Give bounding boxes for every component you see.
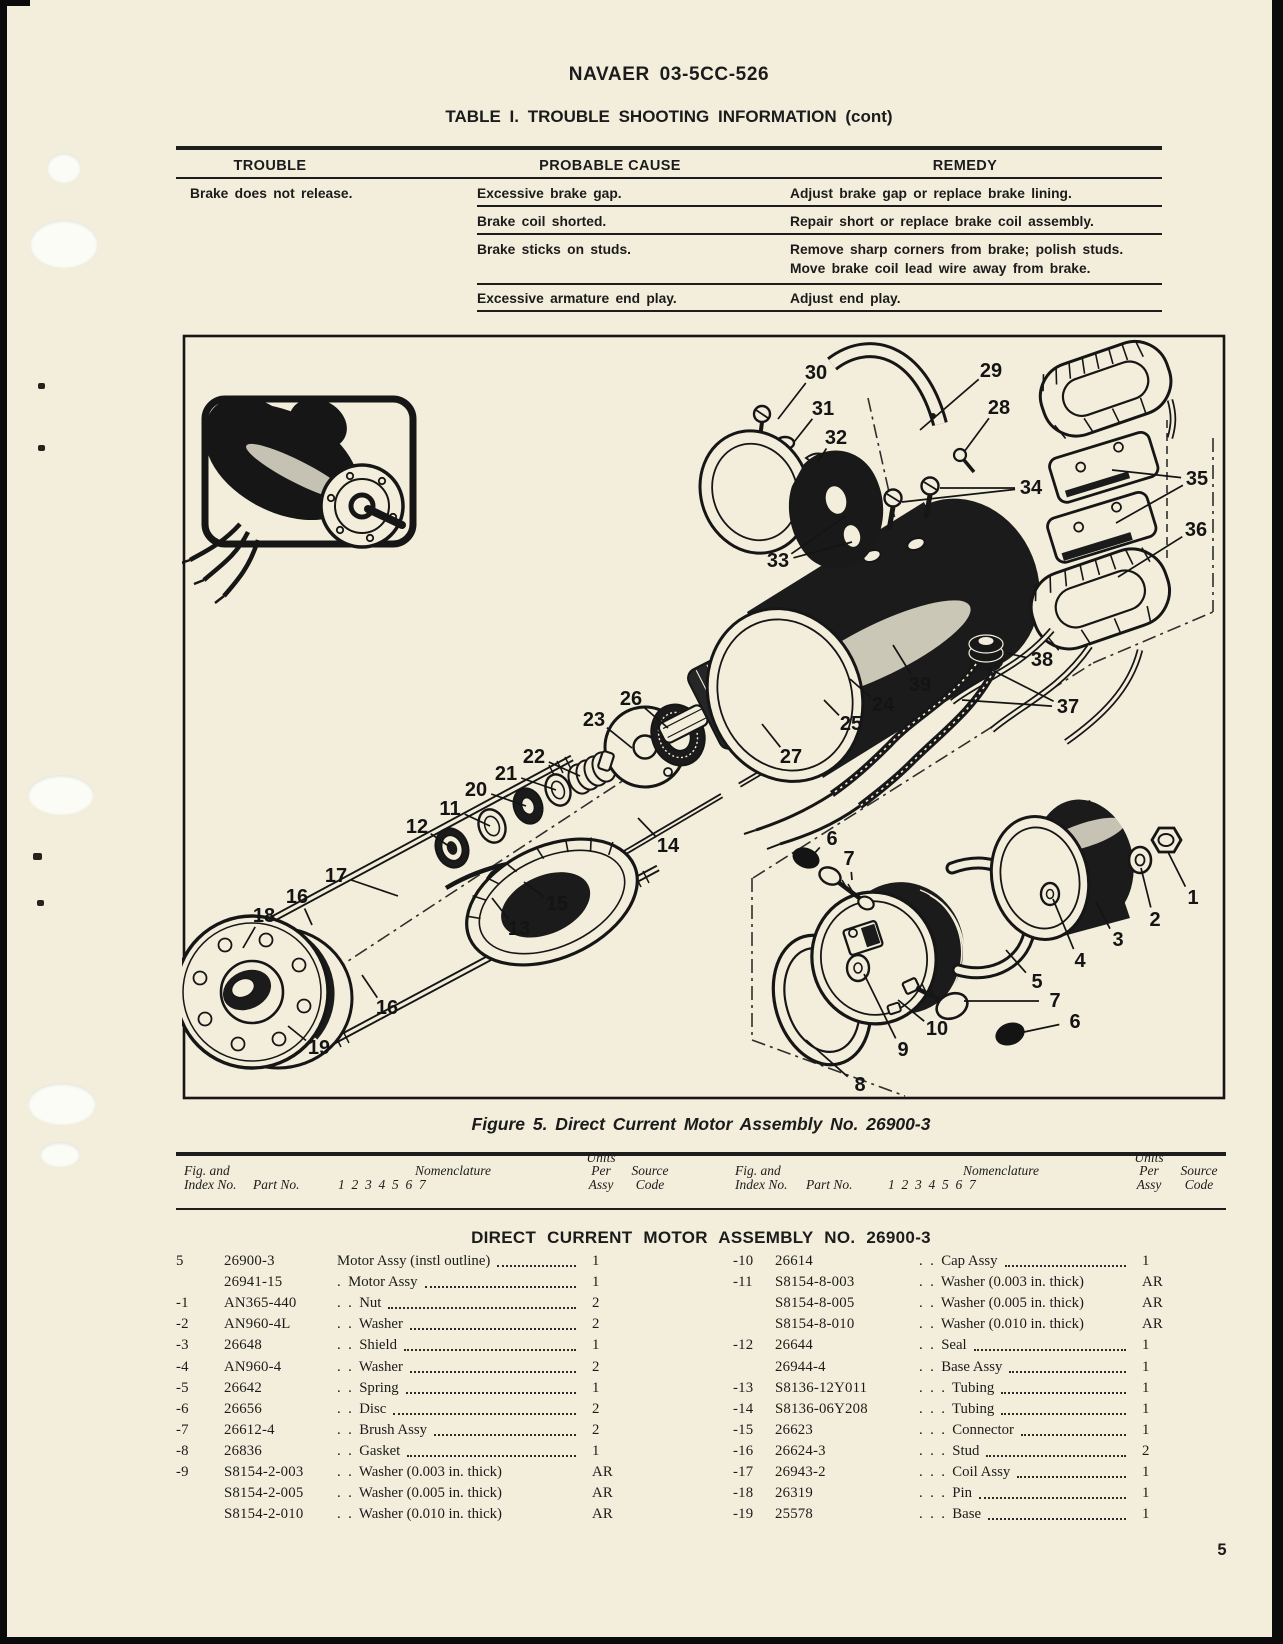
leader-dots <box>986 1454 1126 1457</box>
part-nomenclature-row <box>337 1506 580 1523</box>
part-number: 26642 <box>224 1379 262 1396</box>
part-nomenclature-row <box>919 1253 1130 1270</box>
part-number: S8154-2-003 <box>224 1464 304 1480</box>
callout-label-24: 24 <box>871 694 895 716</box>
part-nomenclature-row <box>919 1506 1130 1523</box>
callout-label-18: 18 <box>252 905 276 927</box>
leader-dots <box>410 1327 576 1330</box>
callout-label-28: 28 <box>987 397 1011 419</box>
trouble-text: Brake does not release. <box>190 186 353 201</box>
callout-label-5: 5 <box>1031 971 1043 993</box>
leader-dots <box>497 1264 576 1267</box>
callout-leader-line <box>638 818 656 837</box>
leader-dots <box>1017 1475 1126 1478</box>
part-qty: 2 <box>592 1421 600 1438</box>
part-nomenclature-row <box>919 1274 1130 1291</box>
punch-hole <box>28 1083 96 1125</box>
part-qty: 1 <box>1142 1506 1150 1523</box>
callout-label-1: 1 <box>1187 887 1199 909</box>
part-qty: 1 <box>1142 1337 1150 1354</box>
callout-leader-line <box>806 1040 848 1077</box>
punch-hole <box>28 775 94 815</box>
callout-label-7: 7 <box>1049 990 1061 1012</box>
parts-table-top-rule <box>176 1152 1226 1156</box>
callout-label-2: 2 <box>1149 909 1161 931</box>
parts-header-source-right: Source <box>1180 1163 1218 1178</box>
part-nomenclature-row <box>919 1337 1130 1354</box>
page-number: 5 <box>1217 1541 1227 1559</box>
leader-dots <box>1001 1391 1126 1394</box>
part-nomenclature-row <box>919 1380 1130 1397</box>
callout-label-31: 31 <box>811 398 835 420</box>
trouble-cause: Excessive armature end play. <box>477 291 677 306</box>
part-qty: 1 <box>1142 1464 1150 1480</box>
part-number: S8154-8-010 <box>775 1316 855 1333</box>
part-qty: 1 <box>592 1337 600 1354</box>
pole-shoes-35 <box>1045 430 1160 564</box>
callout-label-14: 14 <box>656 835 680 857</box>
part-qty: AR <box>592 1485 613 1502</box>
part-qty: 1 <box>1142 1421 1150 1438</box>
part-index: -8 <box>176 1442 189 1459</box>
leader-dots <box>407 1454 576 1457</box>
parts-header-assy-left: Assy <box>588 1177 614 1192</box>
part-nomenclature: . . . Connector <box>919 1421 1014 1438</box>
ink-speck <box>38 445 45 451</box>
part-index: -6 <box>176 1400 189 1417</box>
part-nomenclature: . . Disc <box>337 1400 387 1417</box>
disc-6 <box>789 843 822 872</box>
part-nomenclature: . . Nut <box>337 1295 382 1312</box>
leader-dots <box>404 1348 576 1351</box>
callout-label-39: 39 <box>908 674 932 696</box>
part-qty: 1 <box>1142 1485 1150 1502</box>
parts-header-assy-right: Assy <box>1136 1177 1162 1192</box>
callout-label-11: 11 <box>439 798 461 820</box>
callout-leader-line <box>305 909 312 926</box>
leader-dots <box>1009 1370 1126 1373</box>
part-number: S8154-2-010 <box>224 1506 304 1523</box>
callout-leader-line <box>362 975 377 998</box>
part-nomenclature: . . Washer (0.005 in. thick) <box>337 1485 502 1502</box>
parts-header-code-right: Code <box>1184 1177 1214 1192</box>
callout-leader-line <box>778 383 806 419</box>
col-header-cause: PROBABLE CAUSE <box>539 158 681 174</box>
brush-hardware-lower <box>902 978 1028 1050</box>
part-nomenclature-row <box>337 1401 580 1418</box>
leader-dots <box>388 1306 576 1309</box>
part-index: 5 <box>176 1253 184 1269</box>
part-nomenclature: . . Washer <box>337 1358 403 1375</box>
callout-label-16: 16 <box>375 997 399 1019</box>
part-number: S8136-12Y011 <box>775 1379 868 1396</box>
document-number: NAVAER 03-5CC-526 <box>568 64 770 85</box>
leader-dots <box>406 1391 576 1394</box>
parts-header-levels-left: 1 2 3 4 5 6 7 <box>338 1177 426 1192</box>
part-number: 25578 <box>775 1506 813 1523</box>
shaft-break <box>722 786 740 796</box>
callout-label-33: 33 <box>766 550 790 572</box>
part-number: 26836 <box>224 1442 262 1459</box>
part-nomenclature-row <box>919 1295 1130 1312</box>
part-nomenclature-row <box>337 1274 580 1291</box>
callout-label-38: 38 <box>1030 649 1054 671</box>
part-nomenclature-row <box>337 1380 580 1397</box>
part-index: -12 <box>733 1337 754 1354</box>
parts-header-per-right: Per <box>1139 1163 1159 1178</box>
part-nomenclature: . . Base Assy <box>919 1358 1003 1375</box>
part-nomenclature: . . . Coil Assy <box>919 1464 1011 1480</box>
col-header-trouble: TROUBLE <box>233 158 307 174</box>
washer-4 <box>1041 883 1059 905</box>
part-nomenclature: . . Cap Assy <box>919 1253 998 1269</box>
callout-label-30: 30 <box>804 362 828 384</box>
part-nomenclature-row <box>919 1464 1130 1481</box>
part-qty: 2 <box>592 1358 600 1375</box>
part-index: -19 <box>733 1506 754 1523</box>
part-qty: 2 <box>592 1295 600 1312</box>
part-index: -15 <box>733 1421 754 1438</box>
part-nomenclature: . . . Base <box>919 1506 982 1523</box>
part-nomenclature: . . Washer (0.010 in. thick) <box>919 1316 1084 1333</box>
leader-dots <box>1021 1433 1126 1436</box>
trouble-row-separator <box>477 283 1162 285</box>
parts-header-fig-right: Fig. and <box>735 1163 781 1178</box>
ink-speck <box>37 900 44 906</box>
parts-header-partno-left: Part No. <box>253 1177 300 1192</box>
callout-label-23: 23 <box>582 709 606 731</box>
punch-hole <box>30 220 98 268</box>
washer-2 <box>1129 847 1151 873</box>
callout-label-3: 3 <box>1112 929 1124 951</box>
part-nomenclature-row <box>919 1401 1130 1418</box>
part-nomenclature-row <box>337 1422 580 1439</box>
callout-label-36: 36 <box>1184 519 1208 541</box>
part-nomenclature: . . . Tubing <box>919 1379 995 1396</box>
part-nomenclature: . . Washer (0.003 in. thick) <box>919 1274 1084 1291</box>
part-index: -16 <box>733 1442 754 1459</box>
part-nomenclature: . . Shield <box>337 1337 398 1354</box>
part-nomenclature-row <box>337 1443 580 1460</box>
part-index: -4 <box>176 1358 189 1375</box>
callout-leader-line <box>851 872 852 880</box>
callout-label-21: 21 <box>494 763 518 785</box>
part-number: 26623 <box>775 1421 813 1438</box>
part-nomenclature-row <box>337 1359 580 1376</box>
callout-leader-line <box>964 418 989 452</box>
part-number: S8154-2-005 <box>224 1485 304 1502</box>
parts-section-title: DIRECT CURRENT MOTOR ASSEMBLY NO. 26900-3 <box>471 1228 931 1247</box>
part-index: -13 <box>733 1379 754 1396</box>
part-qty: 2 <box>1142 1442 1150 1459</box>
disc-6 <box>992 1019 1028 1050</box>
part-qty: 1 <box>1142 1379 1150 1396</box>
trouble-remedy: Repair short or replace brake coil assembly. <box>790 214 1094 229</box>
part-qty: 1 <box>592 1379 600 1396</box>
scan-edge-top <box>0 0 30 6</box>
part-number: 26941-15 <box>224 1274 283 1291</box>
part-number: 26943-2 <box>775 1464 826 1480</box>
leader-dots <box>434 1433 576 1436</box>
part-nomenclature: . . Washer <box>337 1316 403 1333</box>
callout-leader-line <box>1141 868 1151 907</box>
part-number: 26644 <box>775 1337 813 1354</box>
ink-speck <box>38 383 45 389</box>
callout-label-7: 7 <box>843 848 855 870</box>
callout-label-26: 26 <box>619 688 643 710</box>
callout-label-9: 9 <box>897 1039 909 1061</box>
part-qty: 1 <box>592 1442 600 1459</box>
part-nomenclature: . . . Pin <box>919 1485 973 1502</box>
part-qty: 1 <box>1142 1358 1150 1375</box>
part-qty: 1 <box>592 1274 600 1291</box>
part-number: S8136-06Y208 <box>775 1400 868 1417</box>
part-index: -1 <box>176 1295 189 1312</box>
installed-motor-inset <box>182 380 413 603</box>
part-nomenclature: . . . Tubing <box>919 1400 995 1417</box>
part-nomenclature: Motor Assy (instl outline) <box>337 1253 491 1269</box>
parts-header-index-right: Index No. <box>735 1177 788 1192</box>
part-qty: AR <box>592 1506 613 1523</box>
leader-dots <box>393 1412 576 1415</box>
part-index: -7 <box>176 1421 189 1438</box>
part-nomenclature-row <box>337 1316 580 1333</box>
figure-5-exploded-view <box>182 334 1228 1102</box>
trouble-cause: Brake sticks on studs. <box>477 242 631 257</box>
part-index: -9 <box>176 1464 189 1480</box>
part-index: -18 <box>733 1485 754 1502</box>
part-number: 26944-4 <box>775 1358 826 1375</box>
parts-header-levels-right: 1 2 3 4 5 6 7 <box>888 1177 976 1192</box>
part-nomenclature-row <box>919 1485 1130 1502</box>
callout-label-17: 17 <box>324 865 348 887</box>
leader-dots <box>974 1348 1126 1351</box>
part-nomenclature-row <box>337 1337 580 1354</box>
leader-dots <box>988 1517 1126 1520</box>
callout-label-8: 8 <box>854 1074 866 1096</box>
part-nomenclature-row <box>919 1443 1130 1460</box>
punch-hole <box>40 1142 80 1167</box>
leader-dots <box>1001 1412 1126 1415</box>
part-number: 26648 <box>224 1337 262 1354</box>
trouble-row-separator <box>477 233 1162 235</box>
callout-label-16: 16 <box>285 886 309 908</box>
punch-hole <box>47 153 81 183</box>
parts-header-partno-right: Part No. <box>806 1177 853 1192</box>
header-rule <box>176 177 1162 179</box>
callout-label-12: 12 <box>405 816 429 838</box>
table-title: TABLE I. TROUBLE SHOOTING INFORMATION (cont) <box>445 107 893 126</box>
part-nomenclature: . . . Stud <box>919 1442 980 1459</box>
part-qty: AR <box>592 1464 613 1480</box>
scan-edge-right <box>1272 0 1283 1644</box>
part-nomenclature: . . Washer (0.003 in. thick) <box>337 1464 502 1480</box>
callout-label-20: 20 <box>464 779 488 801</box>
part-index: -2 <box>176 1316 189 1333</box>
callout-leader-line <box>351 880 398 896</box>
part-index: -17 <box>733 1464 754 1480</box>
part-qty: AR <box>1142 1316 1163 1333</box>
part-nomenclature-row <box>337 1485 580 1502</box>
callout-label-6: 6 <box>1069 1011 1081 1033</box>
part-nomenclature: . . Washer (0.005 in. thick) <box>919 1295 1084 1312</box>
part-index: -5 <box>176 1379 189 1396</box>
brush-hardware-upper <box>789 843 876 911</box>
part-qty: 1 <box>592 1253 600 1269</box>
leader-dots <box>410 1370 576 1373</box>
part-qty: 2 <box>592 1316 600 1333</box>
part-index: -11 <box>733 1274 753 1291</box>
part-nomenclature-row <box>337 1295 580 1312</box>
parts-header-units-left: Units <box>586 1150 616 1165</box>
callout-leader-line <box>794 419 812 442</box>
ink-speck <box>33 853 42 860</box>
part-index: -3 <box>176 1337 189 1354</box>
part-qty: 1 <box>1142 1253 1150 1269</box>
table-top-rule <box>176 146 1162 150</box>
leader-dots <box>979 1496 1126 1499</box>
col-header-remedy: REMEDY <box>932 158 998 174</box>
trouble-remedy: Adjust brake gap or replace brake lining. <box>790 186 1072 201</box>
part-number: 26900-3 <box>224 1253 275 1269</box>
part-number: S8154-8-005 <box>775 1295 855 1312</box>
callout-label-4: 4 <box>1074 950 1086 972</box>
nut-1 <box>1152 828 1181 852</box>
callout-label-29: 29 <box>979 360 1003 382</box>
part-qty: 1 <box>1142 1400 1150 1417</box>
trouble-cause: Excessive brake gap. <box>477 186 622 201</box>
callout-leader-line <box>988 668 1054 701</box>
field-coil-top <box>1031 334 1180 445</box>
callout-label-6: 6 <box>826 828 838 850</box>
parts-header-code-left: Code <box>635 1177 665 1192</box>
leader-dots <box>1005 1264 1126 1267</box>
part-number: AN960-4 <box>224 1358 282 1375</box>
scan-edge-bottom <box>0 1637 1283 1644</box>
part-nomenclature-row <box>919 1359 1130 1376</box>
part-number: 26624-3 <box>775 1442 826 1459</box>
part-number: 26614 <box>775 1253 813 1269</box>
part-nomenclature: . . Spring <box>337 1379 399 1396</box>
callout-label-10: 10 <box>925 1018 949 1040</box>
parts-header-nomenclature-right: Nomenclature <box>963 1163 1039 1178</box>
part-nomenclature: . . Washer (0.010 in. thick) <box>337 1506 502 1523</box>
callout-label-13: 13 <box>507 918 531 940</box>
part-nomenclature: . . Brush Assy <box>337 1421 428 1438</box>
callout-label-15: 15 <box>545 893 569 915</box>
callout-label-19: 19 <box>307 1037 331 1059</box>
figure-caption: Figure 5. Direct Current Motor Assembly No. 26900-3 <box>471 1114 931 1134</box>
callout-label-27: 27 <box>779 746 803 768</box>
callout-label-32: 32 <box>824 427 848 449</box>
trouble-remedy: Adjust end play. <box>790 291 901 306</box>
callout-label-34: 34 <box>1019 477 1043 499</box>
callout-label-25: 25 <box>839 713 863 735</box>
band-29 <box>832 350 940 424</box>
shield-3 <box>980 790 1145 948</box>
part-nomenclature: . . Gasket <box>337 1442 401 1459</box>
part-number: AN960-4L <box>224 1316 291 1333</box>
part-nomenclature-row <box>337 1253 580 1270</box>
parts-header-fig-left: Fig. and <box>184 1163 230 1178</box>
callout-label-35: 35 <box>1185 468 1209 490</box>
parts-header-units-right: Units <box>1134 1150 1164 1165</box>
part-qty: 2 <box>592 1400 600 1417</box>
leader-dots <box>425 1285 576 1288</box>
callout-leader-line <box>1168 852 1185 887</box>
trouble-row-separator <box>477 310 1162 312</box>
part-index: -14 <box>733 1400 754 1417</box>
screw-28 <box>954 449 974 472</box>
part-number: 26656 <box>224 1400 262 1417</box>
part-nomenclature: . Motor Assy <box>337 1274 418 1291</box>
part-number: S8154-8-003 <box>775 1274 855 1291</box>
part-index: -10 <box>733 1253 754 1269</box>
part-nomenclature-row <box>337 1464 580 1481</box>
trouble-remedy: Remove sharp corners from brake; polish studs. Move brake coil lead wire away from brake. <box>790 242 1124 276</box>
parts-header-source-left: Source <box>631 1163 669 1178</box>
callout-leader-line <box>1024 1025 1059 1033</box>
part-number: 26319 <box>775 1485 813 1502</box>
part-number: 26612-4 <box>224 1421 275 1438</box>
part-nomenclature-row <box>919 1316 1130 1333</box>
part-number: AN365-440 <box>224 1295 297 1312</box>
trouble-row-separator <box>477 205 1162 207</box>
callout-label-37: 37 <box>1056 696 1080 718</box>
part-qty: AR <box>1142 1295 1163 1312</box>
part-nomenclature: . . Seal <box>919 1337 967 1354</box>
parts-header-nomenclature-left: Nomenclature <box>415 1163 491 1178</box>
parts-header-per-left: Per <box>591 1163 611 1178</box>
trouble-cause: Brake coil shorted. <box>477 214 607 229</box>
parts-header-index-left: Index No. <box>184 1177 237 1192</box>
parts-header-rule <box>176 1208 1226 1210</box>
part-nomenclature-row <box>919 1422 1130 1439</box>
callout-label-22: 22 <box>522 746 546 768</box>
scan-edge-left <box>0 0 7 1644</box>
part-qty: AR <box>1142 1274 1163 1291</box>
